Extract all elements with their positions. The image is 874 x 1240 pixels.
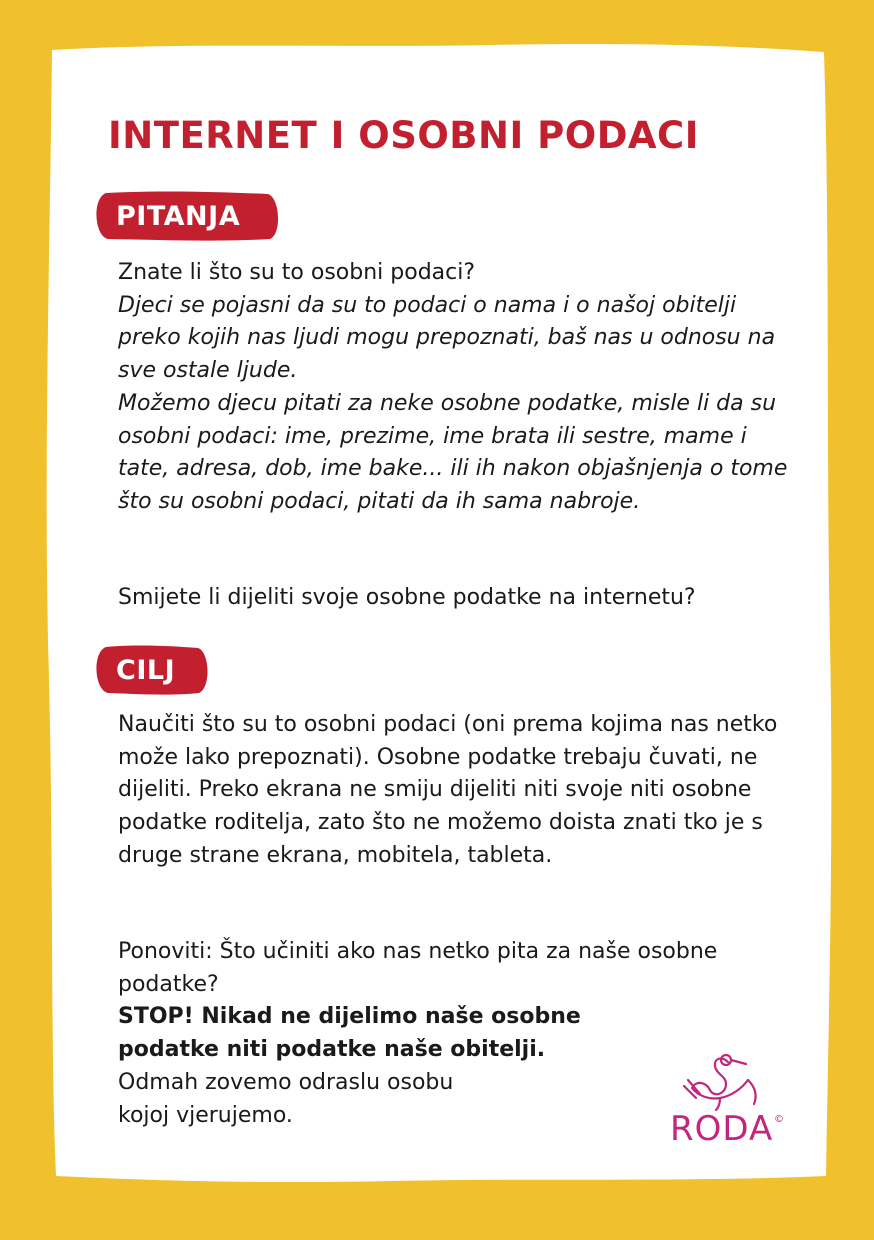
stop-line-2: podatke niti podatke naše obitelji. bbox=[118, 1037, 546, 1063]
call-line-1: Odmah zovemo odraslu osobu bbox=[118, 1069, 454, 1095]
goal-block bbox=[118, 709, 798, 873]
section-label-cilj bbox=[92, 644, 210, 696]
repeat-text: Ponoviti: Što učiniti ako nas netko pita za naše osobne podatke? bbox=[118, 939, 718, 997]
questions-block bbox=[118, 257, 798, 519]
section-label-text: PITANJA bbox=[116, 200, 241, 232]
logo-copyright-mark: © bbox=[774, 1114, 784, 1125]
stop-line-1: STOP! Nikad ne dijelimo naše osobne bbox=[118, 1004, 581, 1030]
explanation-text: Djeci se pojasni da su to podaci o nama i o našoj obitelji preko kojih nas ljudi mogu prepoznati, baš nas u odnosu na sve ostale ljude. bbox=[118, 292, 776, 384]
question-sharing: Smijete li dijeliti svoje osobne podatke na internetu? bbox=[118, 585, 696, 610]
content-card bbox=[42, 42, 832, 1184]
stork-icon bbox=[684, 1055, 756, 1110]
logo-text: RODA bbox=[670, 1109, 774, 1149]
page-title: INTERNET I OSOBNI PODACI bbox=[108, 114, 699, 157]
section-label-text: CILJ bbox=[116, 654, 176, 686]
call-line-2: kojoj vjerujemo. bbox=[118, 1102, 293, 1128]
instruction-text: Možemo djecu pitati za neke osobne podatke, misle li da su osobni podaci: ime, prezime, ime brata ili sestre, mame i tate, adresa, dob, ime bake... ili ih nakon objašnjenja o tome što su osobni podaci, pitati da ih sama nabroje. bbox=[118, 390, 788, 514]
question-personal-data: Znate li što su to osobni podaci? bbox=[118, 260, 476, 285]
section-label-pitanja bbox=[92, 190, 282, 242]
goal-text: Naučiti što su to osobni podaci (oni prema kojima nas netko može lako prepoznati). Osobne podatke trebaju čuvati, ne dijeliti. Preko ekrana ne smiju dijeliti niti svoje niti osobne podatke roditelja, zato što ne možemo doista znati tko je s druge strane ekrana, mobitela, tableta. bbox=[118, 712, 778, 868]
question-sharing-block bbox=[118, 582, 798, 615]
roda-logo bbox=[666, 1052, 784, 1157]
